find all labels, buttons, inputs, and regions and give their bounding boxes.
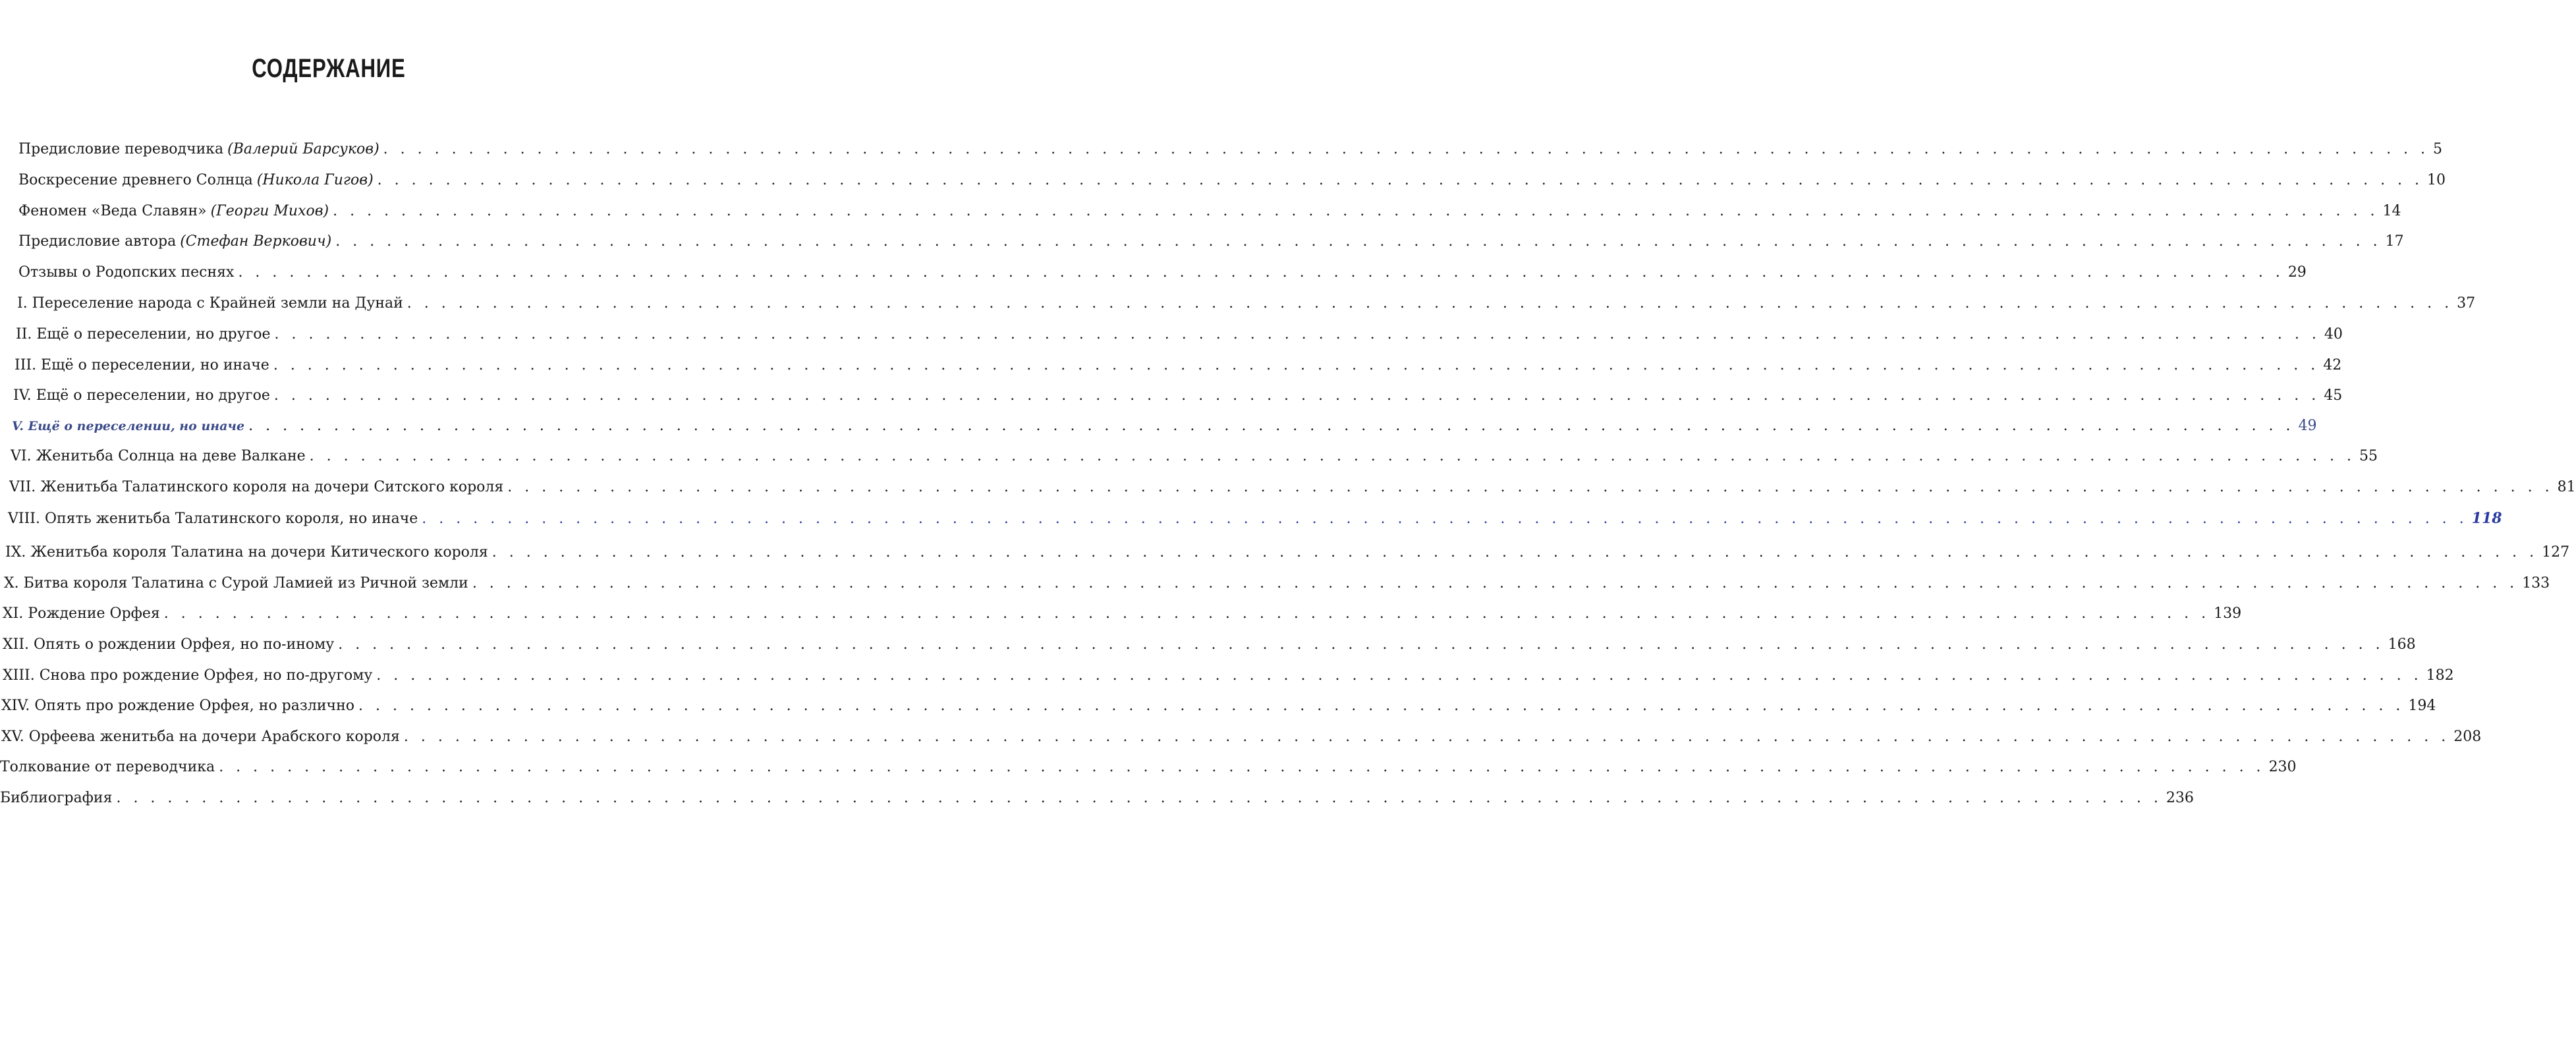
dot-leader: . . . . . . . . . . . . . . . . . . . . . . . . . . . . . . . . . . . . . . . . . . . . . . . . . . . . . . . . . . . . . . . . . . . . . . . . . . . . . . . . . . . . . . . . . . . . . . . . . . . . . . . . . . . . . . . . . . . . . . . . [383,141,2430,157]
dot-leader: . . . . . . . . . . . . . . . . . . . . . . . . . . . . . . . . . . . . . . . . . . . . . . . . . . . . . . . . . . . . . . . . . . . . . . . . . . . . . . . . . . . . . . . . . . . . . . . . . . . . . . . . . . . . . . . . . . . . . . . . [377,172,2424,188]
toc-entry-author: (Никола Гигов) [256,172,374,188]
dot-leader: . . . . . . . . . . . . . . . . . . . . . . . . . . . . . . . . . . . . . . . . . . . . . . . . . . . . . . . . . . . . . . . . . . . . . . . . . . . . . . . . . . . . . . . . . . . . . . . . . . . . . . . . . . . . . . . . . . . . . . . . [163,605,2210,622]
toc-entry [17,292,2476,315]
toc-entry-page-number: 17 [2385,233,2404,250]
dot-leader: . . . . . . . . . . . . . . . . . . . . . . . . . . . . . . . . . . . . . . . . . . . . . . . . . . . . . . . . . . . . . . . . . . . . . . . . . . . . . . . . . . . . . . . . . . . . . . . . . . . . . . . . . . . . . . . . . . . . . . . . [403,729,2450,745]
toc-entry-title: Предисловие автора [18,233,177,250]
toc-entry-title: Библиография [0,790,113,806]
toc-entry-page-number: 118 [2471,510,2502,527]
toc-entry-page-number: 139 [2214,605,2242,622]
dot-leader: . . . . . . . . . . . . . . . . . . . . . . . . . . . . . . . . . . . . . . . . . . . . . . . . . . . . . . . . . . . . . . . . . . . . . . . . . . . . . . . . . . . . . . . . . . . . . . . . . . . . . . . . . . . . . . . . . . . . . . . . [491,544,2538,561]
dot-leader: . . . . . . . . . . . . . . . . . . . . . . . . . . . . . . . . . . . . . . . . . . . . . . . . . . . . . . . . . . . . . . . . . . . . . . . . . . . . . . . . . . . . . . . . . . . . . . . . . . . . . . . . . . . . . . . . . . . . . . . . [273,387,2320,404]
dot-leader: . . . . . . . . . . . . . . . . . . . . . . . . . . . . . . . . . . . . . . . . . . . . . . . . . . . . . . . . . . . . . . . . . . . . . . . . . . . . . . . . . . . . . . . . . . . . . . . . . . . . . . . . . . . . . . . . . . . . . . . . [273,357,2320,373]
toc-entry [3,634,2416,656]
dot-leader: . . . . . . . . . . . . . . . . . . . . . . . . . . . . . . . . . . . . . . . . . . . . . . . . . . . . . . . . . . . . . . . . . . . . . . . . . . . . . . . . . . . . . . . . . . . . . . . . . . . . . . . . . . . . . . . . . . . . . . . . [274,326,2320,343]
toc-entry-title: II. Ещё о переселении, но другое [16,326,271,343]
toc-entry-title: XIV. Опять про рождение Орфея, но различно [1,698,354,714]
dot-leader: . . . . . . . . . . . . . . . . . . . . . . . . . . . . . . . . . . . . . . . . . . . . . . . . . . . . . . . . . . . . . . . . . . . . . . . . . . . . . . . . . . . . . . . . . . . . . . . . . . . . . . . . . . . . . . . . . . . . . . . . [507,479,2554,495]
toc-entry [18,262,2307,284]
toc-entry-title: XV. Орфеева женитьба на дочери Арабского короля [1,729,400,745]
dot-leader: . . . . . . . . . . . . . . . . . . . . . . . . . . . . . . . . . . . . . . . . . . . . . . . . . . . . . . . . . . . . . . . . . . . . . . . . . . . . . . . . . . . . . . . . . . . . . . . . . . . . . . . . . . . . . . . . . . . . . . . . [406,295,2453,312]
toc-entry-page-number: 127 [2542,544,2570,561]
toc-entry-page-number: 49 [2298,418,2317,434]
toc-entry-title: XI. Рождение Орфея [3,605,160,622]
toc-entry-page-number: 37 [2457,295,2476,312]
toc-entry-title: Толкование от переводчика [0,759,215,775]
toc-entry [18,169,2446,192]
toc-entry-title: X. Битва короля Талатина с Сурой Ламией из Ричной земли [4,575,468,592]
dot-leader: . . . . . . . . . . . . . . . . . . . . . . . . . . . . . . . . . . . . . . . . . . . . . . . . . . . . . . . . . . . . . . . . . . . . . . . . . . . . . . . . . . . . . . . . . . . . . . . . . . . . . . . . . . . . . . . . . . . . . . . . [422,510,2468,527]
dot-leader: . . . . . . . . . . . . . . . . . . . . . . . . . . . . . . . . . . . . . . . . . . . . . . . . . . . . . . . . . . . . . . . . . . . . . . . . . . . . . . . . . . . . . . . . . . . . . . . . . . . . . . . . . . . . . . . . . . . . . . . . [338,636,2384,653]
toc-entry-title: XII. Опять о рождении Орфея, но по-иному [3,636,335,653]
toc-entry [18,200,2401,223]
toc-entry-author: (Стефан Веркович) [180,233,332,250]
toc-entry [13,385,2343,407]
dot-leader: . . . . . . . . . . . . . . . . . . . . . . . . . . . . . . . . . . . . . . . . . . . . . . . . . . . . . . . . . . . . . . . . . . . . . . . . . . . . . . . . . . . . . . . . . . . . . . . . . . . . . . . . . . . . . . . . . . . . . . . . [309,448,2356,464]
toc-entry-title: V. Ещё о переселении, но иначе [12,419,245,433]
toc-entry [3,603,2242,625]
toc-entry [18,231,2404,253]
toc-entry [8,507,2502,530]
toc-entry-page-number: 29 [2287,264,2307,281]
toc-entry-title: IV. Ещё о переселении, но другое [13,387,270,404]
toc-entry [12,415,2317,437]
dot-leader: . . . . . . . . . . . . . . . . . . . . . . . . . . . . . . . . . . . . . . . . . . . . . . . . . . . . . . . . . . . . . . . . . . . . . . . . . . . . . . . . . . . . . . . . . . . . . . . . . . . . . . . . . . . . . . . . . . . . . . . . [376,667,2422,684]
toc-entry-page-number: 55 [2359,448,2378,464]
toc-entry-page-number: 81 [2557,479,2576,495]
toc-entry-title: I. Переселение народа с Крайней земли на Дунай [17,295,403,312]
toc-entry-page-number: 182 [2426,667,2454,684]
toc-entry-page-number: 168 [2388,636,2416,653]
toc-entry-page-number: 42 [2323,357,2342,373]
dot-leader: . . . . . . . . . . . . . . . . . . . . . . . . . . . . . . . . . . . . . . . . . . . . . . . . . . . . . . . . . . . . . . . . . . . . . . . . . . . . . . . . . . . . . . . . . . . . . . . . . . . . . . . . . . . . . . . . . . . . . . . . [219,759,2265,775]
toc-entry [4,572,2550,595]
dot-leader: . . . . . . . . . . . . . . . . . . . . . . . . . . . . . . . . . . . . . . . . . . . . . . . . . . . . . . . . . . . . . . . . . . . . . . . . . . . . . . . . . . . . . . . . . . . . . . . . . . . . . . . . . . . . . . . . . . . . . . . . [116,790,2162,806]
toc-entry [0,787,2194,810]
toc-entry-author: (Георги Михов) [210,203,329,219]
toc-entry-page-number: 133 [2522,575,2550,592]
dot-leader: . . . . . . . . . . . . . . . . . . . . . . . . . . . . . . . . . . . . . . . . . . . . . . . . . . . . . . . . . . . . . . . . . . . . . . . . . . . . . . . . . . . . . . . . . . . . . . . . . . . . . . . . . . . . . . . . . . . . . . . . [335,233,2382,250]
toc-entry-page-number: 5 [2433,141,2443,157]
toc-entry-title: VIII. Опять женитьба Талатинского короля, но иначе [8,510,418,527]
toc-entry [16,323,2343,346]
dot-leader: . . . . . . . . . . . . . . . . . . . . . . . . . . . . . . . . . . . . . . . . . . . . . . . . . . . . . . . . . . . . . . . . . . . . . . . . . . . . . . . . . . . . . . . . . . . . . . . . . . . . . . . . . . . . . . . . . . . . . . . . [238,264,2284,281]
page-title: СОДЕРЖАНИЕ [252,54,406,83]
dot-leader: . . . . . . . . . . . . . . . . . . . . . . . . . . . . . . . . . . . . . . . . . . . . . . . . . . . . . . . . . . . . . . . . . . . . . . . . . . . . . . . . . . . . . . . . . . . . . . . . . . . . . . . . . . . . . . . . . . . . . . . . [358,698,2405,714]
toc-entry-title: Воскресение древнего Солнца [18,172,253,188]
toc-entry-title: III. Ещё о переселении, но иначе [14,357,269,373]
toc-entry [1,695,2436,717]
toc-entry-page-number: 14 [2382,203,2401,219]
toc-entry [3,665,2454,687]
toc-entry-title: IX. Женитьба короля Талатина на дочери Китического короля [5,544,488,561]
toc-entry-title: VII. Женитьба Талатинского короля на дочери Ситского короля [9,479,504,495]
toc-entry-author: (Валерий Барсуков) [227,141,379,157]
toc-entry-page-number: 10 [2427,172,2446,188]
toc-entry-title: XIII. Снова про рождение Орфея, но по-другому [3,667,373,684]
toc-entry-page-number: 194 [2408,698,2436,714]
toc-entry-page-number: 45 [2324,387,2343,404]
toc-entry-page-number: 236 [2166,790,2194,806]
toc-entry [5,541,2570,564]
toc-entry-page-number: 208 [2453,729,2482,745]
toc-entry-title: Феномен «Веда Славян» [18,203,207,219]
dot-leader: . . . . . . . . . . . . . . . . . . . . . . . . . . . . . . . . . . . . . . . . . . . . . . . . . . . . . . . . . . . . . . . . . . . . . . . . . . . . . . . . . . . . . . . . . . . . . . . . . . . . . . . . . . . . . . . . . . . . . . . . [472,575,2519,592]
toc-entry-title: Отзывы о Родопских песнях [18,264,235,281]
dot-leader: . . . . . . . . . . . . . . . . . . . . . . . . . . . . . . . . . . . . . . . . . . . . . . . . . . . . . . . . . . . . . . . . . . . . . . . . . . . . . . . . . . . . . . . . . . . . . . . . . . . . . . . . . . . . . . . . . . . . . . . . [248,418,2295,434]
toc-entry [11,445,2378,468]
toc-entry [14,354,2342,377]
toc-entry-title: VI. Женитьба Солнца на деве Валкане [11,448,306,464]
toc-entry-page-number: 40 [2324,326,2343,343]
toc-entry [9,476,2576,499]
toc-entry-page-number: 230 [2268,759,2297,775]
toc-entry [18,138,2443,161]
dot-leader: . . . . . . . . . . . . . . . . . . . . . . . . . . . . . . . . . . . . . . . . . . . . . . . . . . . . . . . . . . . . . . . . . . . . . . . . . . . . . . . . . . . . . . . . . . . . . . . . . . . . . . . . . . . . . . . . . . . . . . . . [333,203,2379,219]
toc-entry-title: Предисловие переводчика [18,141,224,157]
toc-entry [1,726,2482,748]
toc-entry [0,756,2297,779]
